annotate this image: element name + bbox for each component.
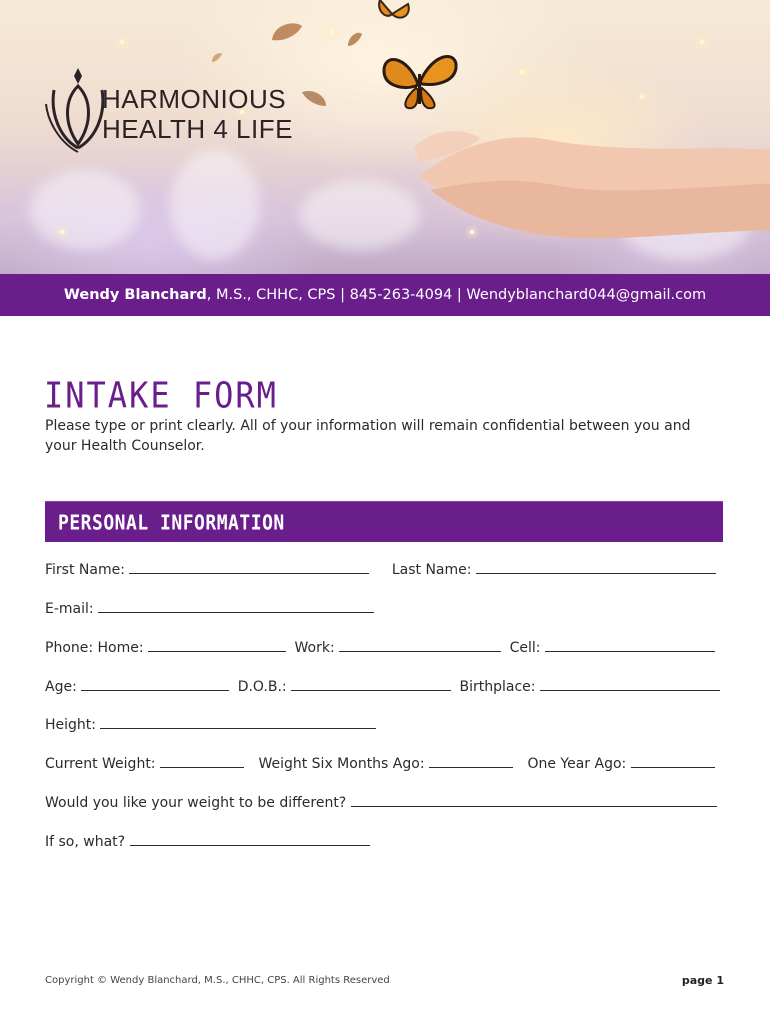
- dob-field[interactable]: [291, 676, 451, 691]
- email-field[interactable]: [98, 598, 374, 613]
- header-banner-image: [0, 0, 770, 274]
- form-row-email: [45, 598, 374, 620]
- height-label: Height:: [45, 717, 96, 733]
- birthplace-label: Birthplace:: [459, 679, 536, 695]
- if-so-field[interactable]: [130, 831, 370, 846]
- lotus-logo-icon: [44, 64, 104, 156]
- last-name-label: Last Name:: [391, 562, 472, 578]
- form-row-if-so: [45, 831, 370, 853]
- form-row-names: [45, 559, 716, 581]
- butterfly-icon: [344, 28, 366, 50]
- last-name-field[interactable]: [476, 559, 716, 574]
- section-header: [45, 501, 723, 542]
- copyright-text: Copyright © Wendy Blanchard, M.S., CHHC, CPS. All Rights Reserved: [45, 975, 390, 986]
- sparkle: [520, 70, 524, 74]
- first-name-field[interactable]: [129, 559, 369, 574]
- phone-cell-label: Cell:: [509, 640, 541, 656]
- age-field[interactable]: [81, 676, 229, 691]
- intro-text: Please type or print clearly. All of your information will remain confidential between you and your Health Counselor.: [45, 418, 691, 454]
- form-row-weight-change: [45, 792, 717, 814]
- butterfly-icon: [300, 86, 330, 110]
- bokeh-blob: [30, 170, 140, 250]
- weight-different-field[interactable]: [351, 792, 717, 807]
- hands-illustration: [390, 90, 770, 240]
- current-weight-field[interactable]: [160, 753, 244, 768]
- sparkle: [700, 40, 704, 44]
- one-year-ago-field[interactable]: [631, 753, 715, 768]
- first-name-label: First Name:: [45, 562, 125, 578]
- phone-home-label: Phone: Home:: [45, 640, 144, 656]
- contact-details: , M.S., CHHC, CPS | 845-263-4094 | Wendyblanchard044@gmail.com: [206, 287, 707, 303]
- age-label: Age:: [45, 679, 77, 695]
- sparkle: [120, 40, 124, 44]
- butterfly-icon: [268, 16, 308, 46]
- company-logo: [44, 64, 294, 156]
- if-so-label: If so, what?: [45, 834, 126, 850]
- one-year-ago-label: One Year Ago:: [527, 756, 627, 772]
- butterfly-icon: [210, 50, 224, 64]
- form-row-age: [45, 676, 720, 698]
- form-row-phone: [45, 637, 715, 659]
- phone-work-field[interactable]: [339, 637, 501, 652]
- butterfly-icon: [372, 0, 412, 26]
- weight-six-months-label: Weight Six Months Ago:: [258, 756, 425, 772]
- logo-text-line1: HARMONIOUS: [102, 84, 287, 114]
- page-title: INTAKE FORM: [44, 374, 278, 417]
- form-row-weight: [45, 753, 715, 775]
- phone-home-field[interactable]: [148, 637, 286, 652]
- height-field[interactable]: [100, 714, 376, 729]
- bokeh-blob: [170, 150, 260, 260]
- current-weight-label: Current Weight:: [45, 756, 156, 772]
- weight-six-months-field[interactable]: [429, 753, 513, 768]
- dob-label: D.O.B.:: [237, 679, 287, 695]
- form-row-height: [45, 714, 376, 736]
- email-label: E-mail:: [45, 601, 94, 617]
- phone-work-label: Work:: [294, 640, 335, 656]
- logo-text-line2: HEALTH 4 LIFE: [102, 114, 293, 144]
- weight-different-label: Would you like your weight to be different?: [45, 795, 347, 811]
- birthplace-field[interactable]: [540, 676, 720, 691]
- page-number: page 1: [681, 974, 724, 987]
- phone-cell-field[interactable]: [545, 637, 715, 652]
- sparkle: [330, 30, 334, 34]
- section-title: PERSONAL INFORMATION: [58, 511, 285, 536]
- contact-name: Wendy Blanchard: [63, 287, 207, 303]
- sparkle: [60, 230, 64, 234]
- contact-bar: [0, 274, 770, 316]
